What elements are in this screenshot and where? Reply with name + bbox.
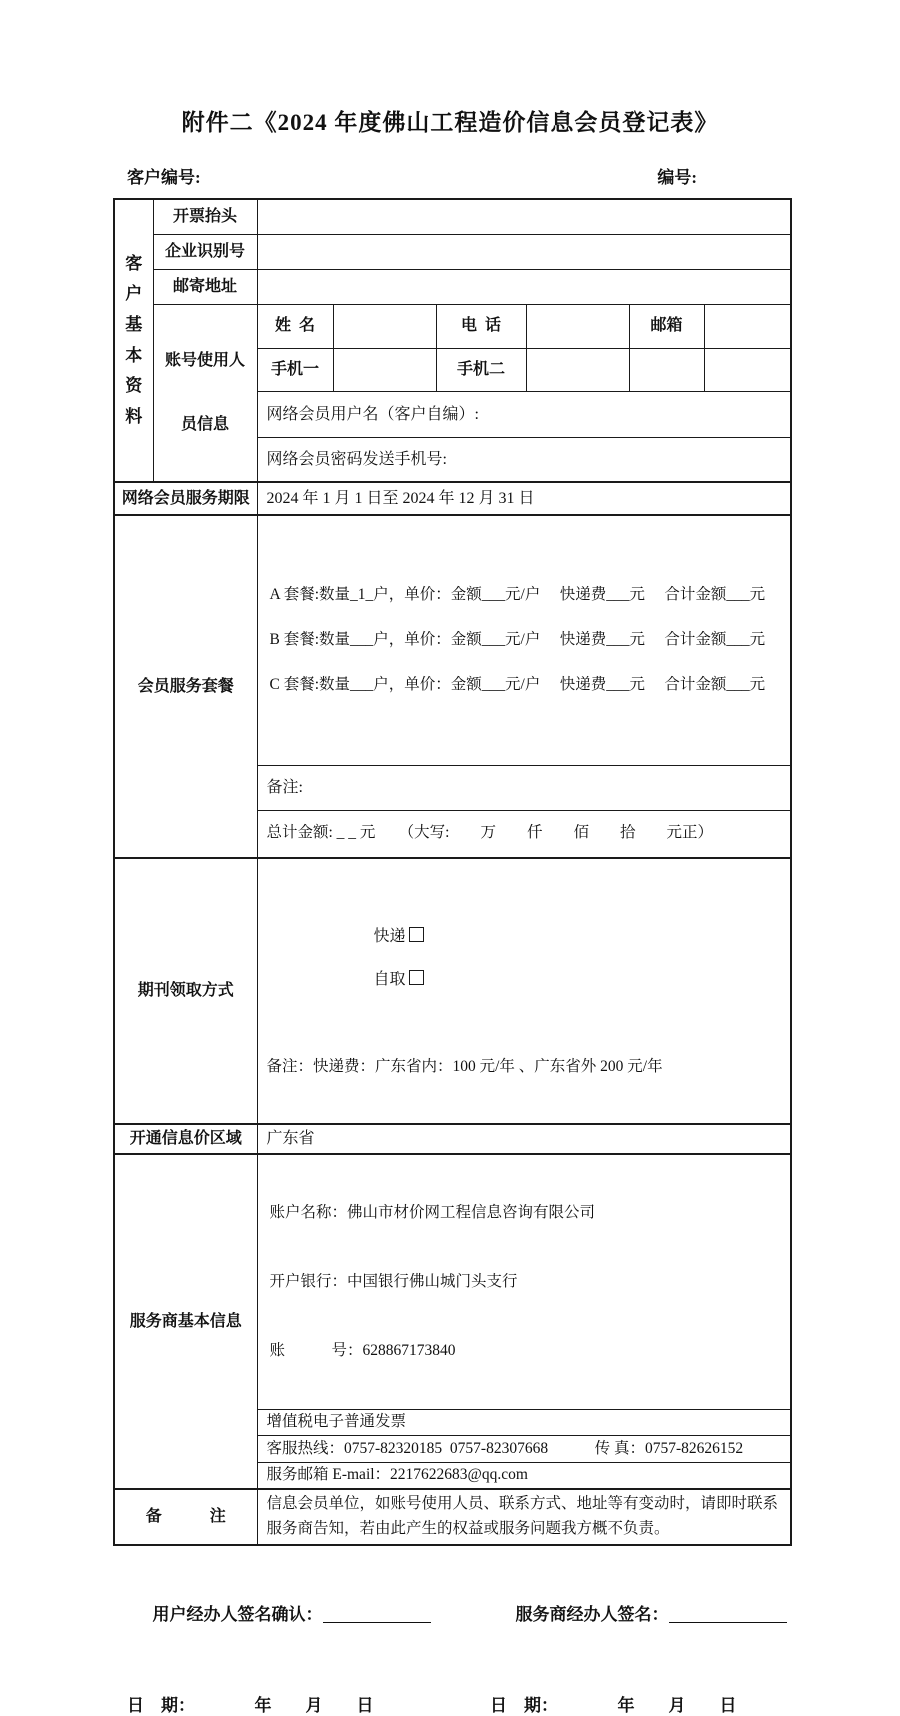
user-signature-block [127, 1580, 490, 1645]
user-sign-label: 用户经办人签名确认： [152, 1604, 323, 1624]
packages-cell [257, 515, 791, 765]
plan-b-line[interactable]: B 套餐:数量___户，单价：金额___元/户 快递费___元 合计金额___元 [269, 630, 766, 648]
date-row [127, 1691, 900, 1716]
mobile2-input[interactable] [526, 349, 629, 392]
express-option-label: 快递 [373, 927, 406, 945]
name-label: 姓 名 [257, 304, 333, 349]
mobile1-label: 手机一 [257, 349, 333, 392]
express-checkbox[interactable] [409, 927, 424, 942]
remarks-content: 信息会员单位，如账号使用人员、联系方式、地址等有变动时，请即时联系服务商告知，若由此产生的权益或服务问题我方概不负责。 [257, 1489, 791, 1545]
customer-basic-info-side-label: 客户基本资料 [114, 199, 153, 482]
extra-cell-1[interactable] [629, 349, 704, 392]
total-amount-field[interactable]: 总计金额: _ _ 元 （大写: 万 仟 佰 拾 元正） [257, 810, 791, 858]
region-value: 广东省 [257, 1124, 791, 1154]
web-password-phone-field[interactable]: 网络会员密码发送手机号: [257, 438, 791, 483]
email-input[interactable] [704, 304, 791, 349]
customer-number-label: 客户编号: [127, 168, 201, 187]
form-number-label: 编号: [657, 168, 697, 187]
phone-label: 电 话 [436, 304, 526, 349]
enterprise-id-input[interactable] [257, 234, 791, 269]
extra-cell-2[interactable] [704, 349, 791, 392]
service-period-label: 网络会员服务期限 [114, 482, 257, 515]
journal-method-cell [257, 858, 791, 1123]
provider-date-line[interactable]: 日 期： 年 月 日 [490, 1695, 737, 1715]
remarks-label: 备 注 [114, 1489, 257, 1545]
provider-bank-cell [257, 1154, 791, 1410]
service-period-value: 2024 年 1 月 1 日至 2024 年 12 月 31 日 [257, 482, 791, 515]
service-hotline: 客服热线：0757-82320185 0757-82307668 传 真：0757-82626152 [257, 1436, 791, 1463]
journal-fee-note: 备注：快递费：广东省内：100 元/年 、广东省外 200 元/年 [266, 1058, 663, 1076]
pickup-checkbox[interactable] [409, 970, 424, 985]
region-label: 开通信息价区域 [114, 1124, 257, 1154]
page-title: 附件二《2024 年度佛山工程造价信息会员登记表》 [181, 110, 719, 135]
account-users-label: 账号使用人 员信息 [153, 304, 257, 482]
provider-email: 服务邮箱 E-mail：2217622683@qq.com [257, 1463, 791, 1489]
provider-signature-blank[interactable] [669, 1607, 787, 1623]
signature-row [127, 1580, 900, 1645]
invoice-title-input[interactable] [257, 199, 791, 234]
plan-a-line[interactable]: A 套餐:数量_1_户，单价：金额___元/户 快递费___元 合计金额___元 [269, 586, 766, 604]
provider-info-label: 服务商基本信息 [114, 1154, 257, 1490]
mail-address-input[interactable] [257, 269, 791, 304]
journal-method-label: 期刊领取方式 [114, 858, 257, 1123]
invoice-type: 增值税电子普通发票 [257, 1410, 791, 1436]
mobile1-input[interactable] [333, 349, 436, 392]
journal-options [258, 903, 791, 1014]
number-line [113, 163, 787, 188]
enterprise-id-label: 企业识别号 [153, 234, 257, 269]
user-date-line[interactable]: 日 期： 年 月 日 [127, 1695, 374, 1715]
provider-bank: 开户银行：中国银行佛山城门头支行 [269, 1272, 518, 1290]
provider-signature-block [490, 1580, 787, 1645]
package-lines [267, 561, 785, 719]
invoice-title-label: 开票抬头 [153, 199, 257, 234]
name-input[interactable] [333, 304, 436, 349]
registration-form-table [113, 198, 792, 1546]
packages-remark-field[interactable]: 备注: [257, 765, 791, 810]
user-signature-blank[interactable] [323, 1607, 431, 1623]
provider-account-name: 账户名称：佛山市材价网工程信息咨询有限公司 [269, 1203, 596, 1221]
provider-sign-label: 服务商经办人签名： [515, 1604, 669, 1624]
phone-input[interactable] [526, 304, 629, 349]
web-username-field[interactable]: 网络会员用户名（客户自编）: [257, 392, 791, 438]
email-label: 邮箱 [629, 304, 704, 349]
provider-account-no: 账 号：628867173840 [269, 1342, 456, 1360]
pickup-option-label: 自取 [373, 971, 406, 989]
mail-address-label: 邮寄地址 [153, 269, 257, 304]
mobile2-label: 手机二 [436, 349, 526, 392]
packages-label: 会员服务套餐 [114, 515, 257, 858]
plan-c-line[interactable]: C 套餐:数量___户，单价：金额___元/户 快递费___元 合计金额___元 [269, 675, 766, 693]
